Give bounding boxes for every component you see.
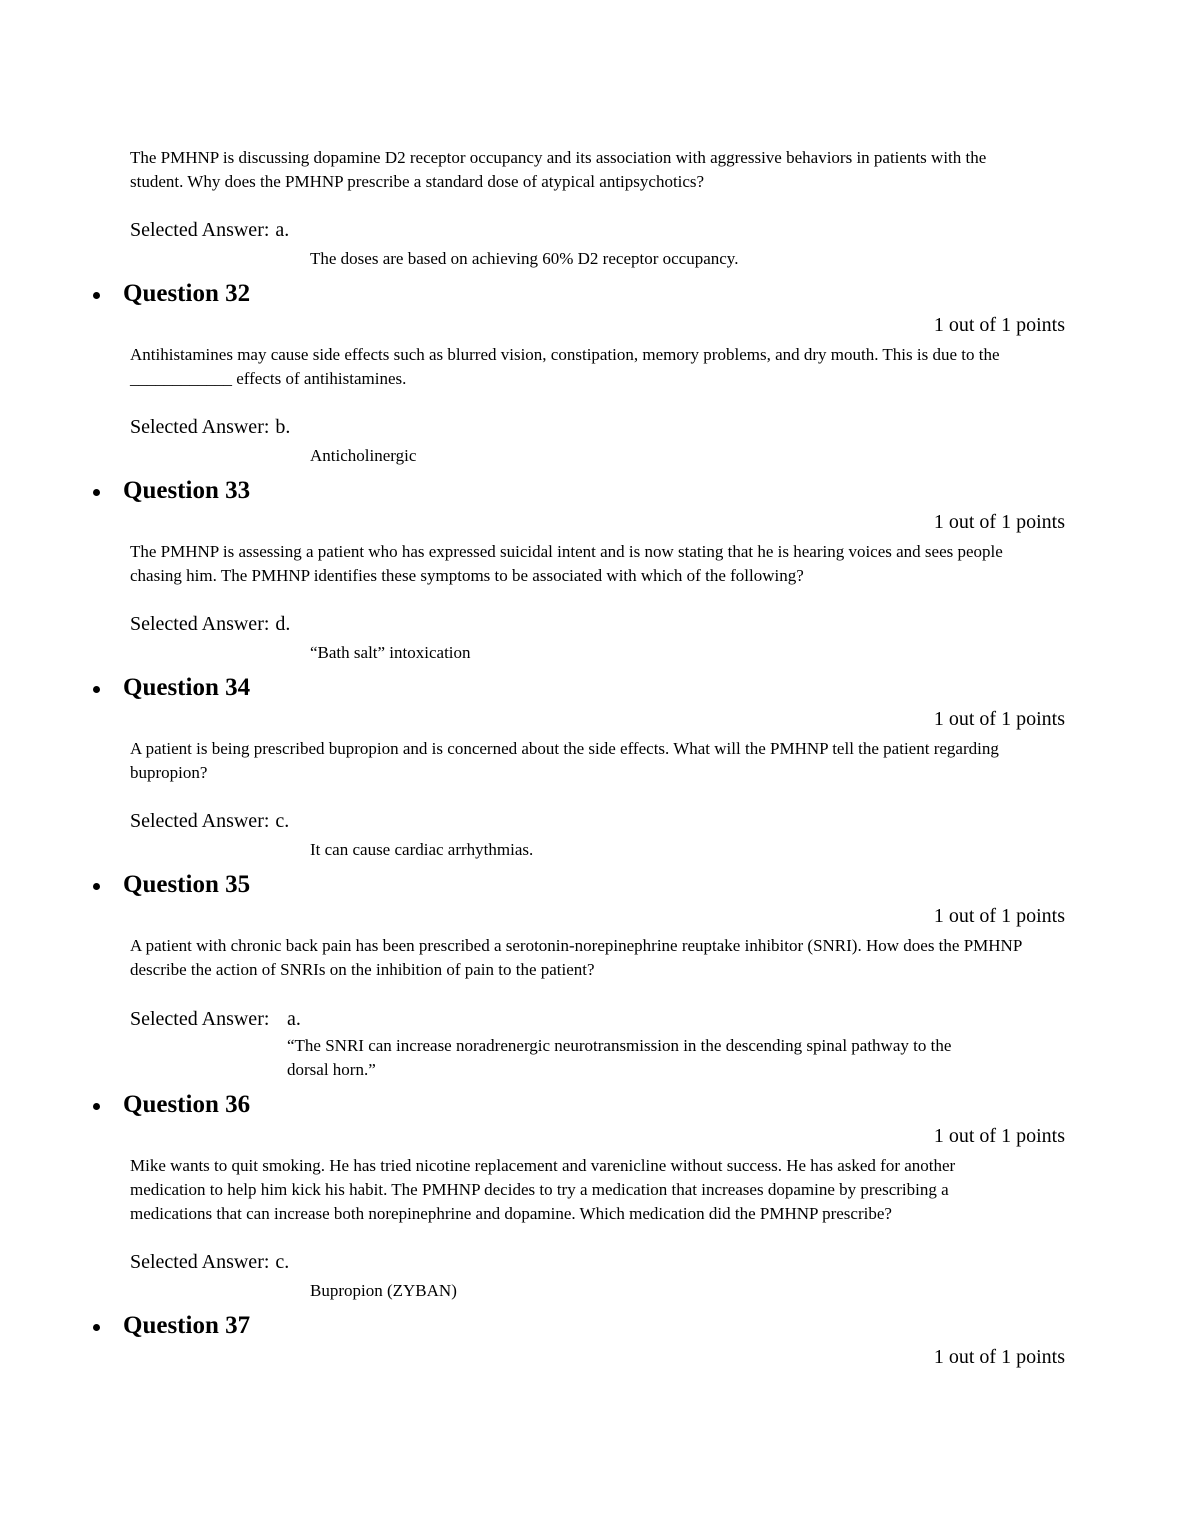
- question-31-continuation: [130, 146, 1065, 271]
- answer-text: It can cause cardiac arrhythmias.: [310, 840, 534, 859]
- selected-answer-label: Selected Answer:: [130, 1251, 270, 1273]
- selected-answer-row: [130, 612, 1065, 636]
- answer-letter: d.: [275, 613, 291, 635]
- answer-letter: b.: [275, 416, 291, 438]
- answer-text: “Bath salt” intoxication: [310, 643, 471, 662]
- question-title-text: Question 36: [123, 1091, 251, 1118]
- question-title-text: Question 32: [123, 280, 251, 307]
- bullet-icon: [93, 489, 100, 496]
- question-block-32: [123, 279, 1065, 468]
- points-earned: 1 out of 1 points: [933, 708, 1065, 730]
- question-text: Antihistamines may cause side effects such as blurred vision, constipation, memory problems, and dry mouth. This is due to the ____________ effects of antihistamines.: [130, 345, 1000, 388]
- question-title: [93, 279, 1065, 309]
- bullet-icon: [93, 883, 100, 890]
- question-block-35: [123, 870, 1065, 1082]
- points-earned: 1 out of 1 points: [933, 905, 1065, 927]
- answer-content: [287, 1006, 1065, 1082]
- points-earned: 1 out of 1 points: [933, 314, 1065, 336]
- question-title-text: Question 33: [123, 477, 251, 504]
- selected-answer-row: [130, 1250, 1065, 1274]
- question-title-text: Question 34: [123, 674, 251, 701]
- selected-answer-row: [130, 809, 1065, 833]
- answer-letter: c.: [275, 1251, 290, 1273]
- answer-text: Bupropion (ZYBAN): [310, 1281, 457, 1300]
- points-earned: 1 out of 1 points: [933, 1125, 1065, 1147]
- selected-answer-row: [130, 218, 1065, 242]
- question-title-text: Question 37: [123, 1312, 251, 1339]
- question-title: [93, 1090, 1065, 1120]
- question-title: [93, 673, 1065, 703]
- bullet-icon: [93, 1324, 100, 1331]
- selected-answer-row: [130, 415, 1065, 439]
- bullet-icon: [93, 1103, 100, 1110]
- selected-answer-label: Selected Answer:: [130, 810, 270, 832]
- answer-letter: a.: [287, 1008, 301, 1030]
- question-title: [93, 476, 1065, 506]
- question-title: [93, 870, 1065, 900]
- question-text: Mike wants to quit smoking. He has tried nicotine replacement and varenicline without success. He has asked for another medication to help him kick his habit. The PMHNP decides to try a medication that increases dopamine by prescribing a medications that can increase both norepinephrine and dopamine. Which medication did the PMHNP prescribe?: [130, 1156, 956, 1223]
- answer-letter: c.: [275, 810, 290, 832]
- bullet-icon: [93, 292, 100, 299]
- answer-text: The doses are based on achieving 60% D2 receptor occupancy.: [310, 249, 739, 268]
- selected-answer-label: Selected Answer:: [130, 1008, 270, 1030]
- question-block-34: [123, 673, 1065, 862]
- answer-letter: a.: [275, 219, 290, 241]
- selected-answer-label: Selected Answer:: [130, 416, 270, 438]
- selected-answer-label: Selected Answer:: [130, 613, 270, 635]
- question-title: [93, 1311, 1065, 1341]
- question-block-36: [123, 1090, 1065, 1303]
- answer-text: “The SNRI can increase noradrenergic neurotransmission in the descending spinal pathway to the dorsal horn.”: [287, 1036, 952, 1079]
- selected-answer-label: Selected Answer:: [130, 219, 270, 241]
- selected-answer-row: [130, 1006, 1065, 1082]
- question-block-33: [123, 476, 1065, 665]
- question-text: A patient is being prescribed bupropion and is concerned about the side effects. What will the PMHNP tell the patient regarding bupropion?: [130, 739, 999, 782]
- question-block-37: [123, 1311, 1065, 1369]
- question-text: The PMHNP is assessing a patient who has expressed suicidal intent and is now stating that he is hearing voices and sees people chasing him. The PMHNP identifies these symptoms to be associated with which of the following?: [130, 542, 1003, 585]
- question-text: A patient with chronic back pain has been prescribed a serotonin-norepinephrine reuptake inhibitor (SNRI). How does the PMHNP describe the action of SNRIs on the inhibition of pain to the patient?: [130, 936, 1022, 979]
- question-text: The PMHNP is discussing dopamine D2 receptor occupancy and its association with aggressive behaviors in patients with the student. Why does the PMHNP prescribe a standard dose of atypical antipsychotics?: [130, 148, 987, 191]
- answer-text: Anticholinergic: [310, 446, 417, 465]
- points-earned: 1 out of 1 points: [933, 1346, 1065, 1368]
- points-earned: 1 out of 1 points: [933, 511, 1065, 533]
- bullet-icon: [93, 686, 100, 693]
- question-title-text: Question 35: [123, 871, 251, 898]
